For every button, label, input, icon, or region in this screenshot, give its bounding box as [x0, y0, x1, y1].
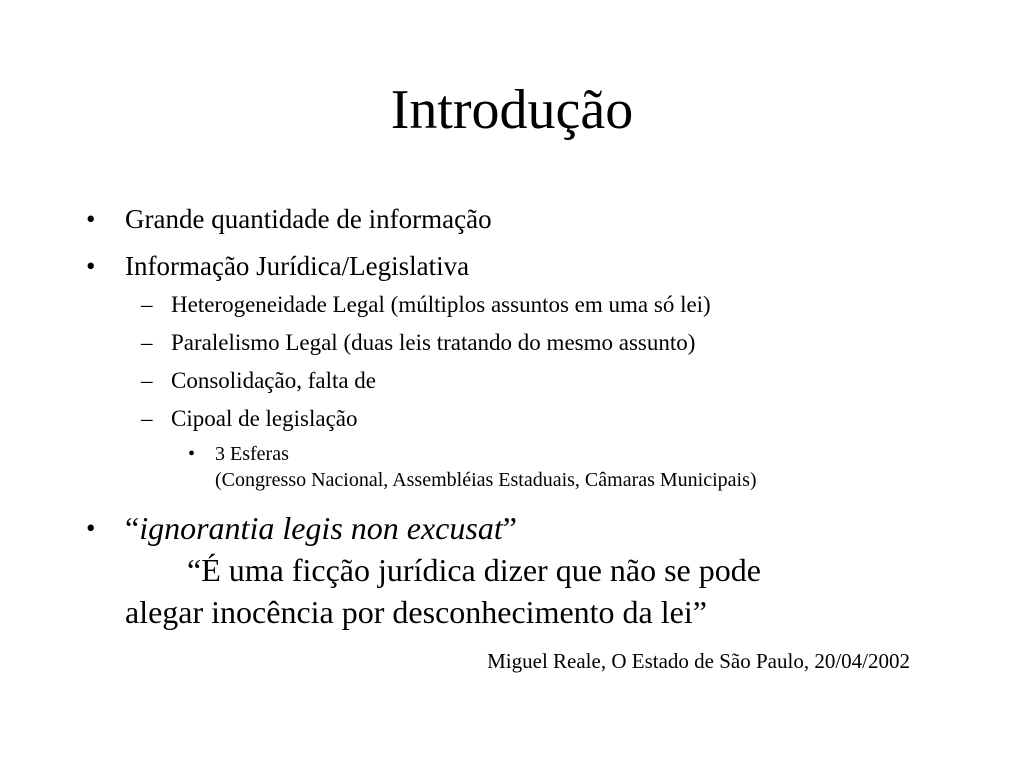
quote-text-line3: alegar inocência por desconhecimento da lei”	[125, 594, 707, 630]
quote-attribution: Miguel Reale, O Estado de São Paulo, 20/04/2002	[487, 649, 910, 673]
bullet-marker: •	[86, 204, 96, 234]
bullet-marker: •	[86, 251, 96, 281]
latin-maxim: ignorantia legis non excusat	[139, 510, 503, 546]
bullet-text: Grande quantidade de informação	[125, 204, 492, 234]
sub-bullet-marker: –	[141, 368, 153, 393]
sub-bullet-text: Paralelismo Legal (duas leis tratando do mesmo assunto)	[171, 330, 696, 355]
sub-bullet-marker: –	[141, 292, 153, 317]
sub-sub-bullet-line1: 3 Esferas	[215, 443, 289, 465]
quote-bullet-marker: •	[86, 513, 96, 543]
sub-bullet-text: Cipoal de legislação	[171, 406, 358, 431]
sub-bullet-marker: –	[141, 406, 153, 431]
quote-text-line2: “É uma ficção jurídica dizer que não se pode	[187, 552, 761, 588]
open-quote: “	[125, 510, 140, 546]
close-quote: ”	[502, 510, 517, 546]
sub-sub-bullet-line2: (Congresso Nacional, Assembléias Estaduais, Câmaras Municipais)	[215, 469, 757, 491]
slide-title: Introdução	[390, 79, 634, 141]
bullet-text: Informação Jurídica/Legislativa	[125, 251, 470, 281]
quote-latin-line	[125, 508, 517, 548]
sub-bullet-text: Heterogeneidade Legal (múltiplos assuntos em uma só lei)	[171, 292, 711, 317]
sub-bullet-marker: –	[141, 330, 153, 355]
sub-bullet-text: Consolidação, falta de	[171, 368, 377, 393]
sub-sub-bullet-marker: •	[188, 443, 196, 465]
